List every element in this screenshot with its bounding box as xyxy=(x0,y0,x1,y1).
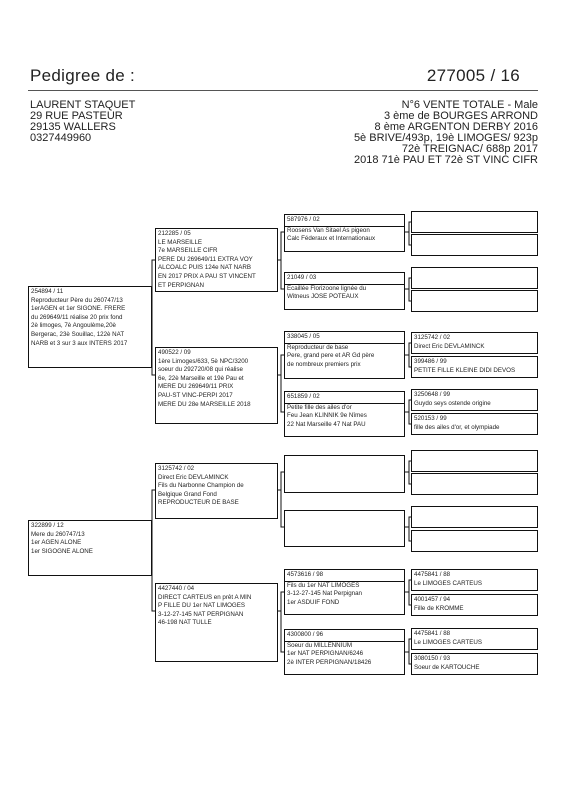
ring-number: 4573616 / 98 xyxy=(287,571,324,578)
info-line: Le LIMOGES CARTEUS xyxy=(414,579,482,587)
gen4-box-11 xyxy=(411,506,538,528)
sire-sire-box xyxy=(155,228,278,292)
gen3-box-3 xyxy=(284,331,405,379)
ring-number: 4475841 / 88 xyxy=(414,630,451,637)
info-line: 3-12-27-145 Nat Perpignan xyxy=(287,590,362,598)
info-line: Mere du 260747/13 xyxy=(31,530,85,538)
sire-dam-box xyxy=(155,347,278,424)
info-line: Petite fille des ailes d'or xyxy=(285,403,404,413)
info-line: NARB et 3 sur 3 aux INTERS 2017 xyxy=(31,339,128,347)
dam-dam-box xyxy=(155,583,278,662)
info-line: 1erAGEN et 1er SIGONE. FRERE xyxy=(31,305,126,313)
ring-number: 520153 / 99 xyxy=(414,415,447,422)
gen3-box-2 xyxy=(284,272,405,310)
gen3-box-5 xyxy=(284,455,405,493)
info-line: DIRECT CARTEUS en prêt A MIN xyxy=(158,593,252,601)
info-line: Bergerac, 23è Souillac, 122è NAT xyxy=(31,330,125,338)
owner-city: 29135 WALLERS xyxy=(30,121,116,133)
gen4-box-6 xyxy=(411,356,538,378)
info-line: Le LIMOGES CARTEUS xyxy=(414,638,482,646)
ring-number: 4475841 / 88 xyxy=(414,571,451,578)
info-line: MERE DU 28e MARSEILLE 2018 xyxy=(158,400,251,408)
info-line: 2è limoges, 7è Angoulème,20è xyxy=(31,322,116,330)
info-line: Soeur de KARTOUCHE xyxy=(414,663,480,671)
ring-number: 3125742 / 02 xyxy=(158,465,195,472)
owner-street: 29 RUE PASTEUR xyxy=(30,110,123,122)
gen3-box-7 xyxy=(284,569,405,615)
info-line: Belgique Grand Fond xyxy=(158,490,217,498)
info-line: 46-198 NAT TULLE xyxy=(158,619,212,627)
ring-number: 212285 / 05 xyxy=(158,230,191,237)
info-line: 22 Nat Marseille 47 Nat PAU xyxy=(287,420,366,428)
info-line: soeur du 292720/08 qui réalise xyxy=(158,366,243,374)
gen4-box-14 xyxy=(411,594,538,616)
gen4-box-16 xyxy=(411,653,538,675)
owner-block xyxy=(30,100,135,144)
info-line: Feu Jean KLINNIK 9e Nîmes xyxy=(287,412,367,420)
info-line: 7e MARSEILLE CIFR xyxy=(158,247,218,255)
results-block xyxy=(354,100,538,166)
info-line: PETITE FILLE KLEINE DIDI DEVOS xyxy=(414,366,516,374)
ring-number: 651859 / 02 xyxy=(287,393,320,400)
info-line: Fille de KROMME xyxy=(414,604,464,612)
gen4-box-8 xyxy=(411,413,538,435)
info-line: ET PERPIGNAN xyxy=(158,281,204,289)
gen4-box-9 xyxy=(411,450,538,472)
info-line: 3-12-27-145 NAT PERPIGNAN xyxy=(158,610,244,618)
info-line: Ecaillée Florizoone lignée du xyxy=(285,284,404,294)
owner-name: LAURENT STAQUET xyxy=(30,99,136,111)
info-line: PAU-ST VINC-PERPI 2017 xyxy=(158,391,233,399)
result-line: 3 ème de BOURGES ARROND xyxy=(383,110,538,122)
info-line: ALCOALC PUIS 124e NAT NARB xyxy=(158,264,251,272)
sire-box xyxy=(28,286,152,368)
info-line: 6e, 22è Marseille et 19è Pau et xyxy=(158,374,244,382)
ring-number: 322899 / 12 xyxy=(31,522,64,529)
result-line: 8 ème ARGENTON DERBY 2016 xyxy=(374,121,538,133)
gen3-box-1 xyxy=(284,214,405,252)
info-line: Direct Eric DEVLAMINCK xyxy=(414,342,485,350)
info-line: 1ère Limoges/633, 5è NPC/3200 xyxy=(158,357,249,365)
info-line: PERE DU 269649/11 EXTRA VOY xyxy=(158,255,253,263)
info-line: fille des ailes d'or, et olympiade xyxy=(414,423,500,431)
gen4-box-2 xyxy=(411,234,538,256)
ring-number: 490522 / 09 xyxy=(158,349,191,356)
ring-number: 338045 / 05 xyxy=(287,333,320,340)
ring-number: 4427440 / 04 xyxy=(158,585,195,592)
ring-number: 4300800 / 96 xyxy=(287,631,324,638)
info-line: REPRODUCTEUR DE BASE xyxy=(158,499,239,507)
gen4-box-1 xyxy=(411,211,538,233)
info-line: Fils du Narbonne Champion de xyxy=(158,482,244,490)
ring-number: 3250648 / 99 xyxy=(414,391,451,398)
info-line: P FILLE DU 1er NAT LIMOGES xyxy=(158,602,245,610)
info-line: de nombreux premiers prix xyxy=(287,360,361,368)
pedigree-title: Pedigree de : xyxy=(30,66,136,85)
ring-number: 587976 / 02 xyxy=(287,216,320,223)
info-line: Roosens Van Sitael As pigeon xyxy=(285,226,404,236)
info-line: LE MARSEILLE xyxy=(158,238,203,246)
dam-box xyxy=(28,520,152,576)
gen3-box-6 xyxy=(284,510,405,547)
gen4-box-12 xyxy=(411,530,538,552)
ring-number: 3080150 / 93 xyxy=(414,655,451,662)
info-line: 1er SIGOGNE ALONE xyxy=(31,547,93,555)
ring-number: 4001457 / 94 xyxy=(414,596,451,603)
info-line: Pere, grand pere et AR Gd père xyxy=(287,352,375,360)
ring-number: 399486 / 99 xyxy=(414,358,447,365)
ring-number: 21049 / 03 xyxy=(287,274,317,281)
gen4-box-4 xyxy=(411,290,538,312)
info-line: 1er AGEN ALONE xyxy=(31,539,82,547)
info-line: Direct Eric DEVLAMINCK xyxy=(158,473,229,481)
ring-number: 254894 / 11 xyxy=(31,288,64,295)
ring-number: 3125742 / 02 xyxy=(414,334,451,341)
gen3-box-8 xyxy=(284,629,405,675)
result-line: 72è TREIGNAC/ 688p 2017 xyxy=(401,143,538,155)
info-line: Witneus JOSE POTEAUX xyxy=(287,293,359,301)
info-line: Fils du 1er NAT LIMOGES xyxy=(285,581,404,591)
info-line: Reproducteur Père du 260747/13 xyxy=(31,296,123,304)
header-divider xyxy=(28,90,538,91)
info-line: 1er NAT PERPIGNAN/6246 xyxy=(287,650,364,658)
info-line: Reproducteur de base xyxy=(285,343,404,353)
result-line: N°6 VENTE TOTALE - Male xyxy=(401,99,538,111)
gen3-box-4 xyxy=(284,391,405,437)
gen4-box-10 xyxy=(411,473,538,495)
gen4-box-15 xyxy=(411,628,538,650)
info-line: MERE DU 269649/11 PRIX xyxy=(158,383,234,391)
result-line: 5è BRIVE/493p, 19è LIMOGES/ 923p xyxy=(353,132,538,144)
info-line: du 269649/11 réalise 20 prix fond xyxy=(31,313,123,321)
result-line: 2018 71è PAU ET 72è ST VINC CIFR xyxy=(353,154,538,166)
gen4-box-3 xyxy=(411,267,538,289)
info-line: 1er ASDUIF FOND xyxy=(287,598,340,606)
info-line: 2è INTER PERPIGNAN/18426 xyxy=(287,658,372,666)
gen4-box-13 xyxy=(411,569,538,591)
ring-number: 277005 / 16 xyxy=(426,66,520,85)
info-line: Soeur du MILLENNIUM xyxy=(285,641,404,651)
info-line: Guydo seys ostende origine xyxy=(414,399,491,407)
owner-phone: 0327449960 xyxy=(30,132,92,144)
dam-sire-box xyxy=(155,463,278,519)
gen4-box-5 xyxy=(411,332,538,354)
info-line: EN 2017 PRIX A PAU ST VINCENT xyxy=(158,272,256,280)
gen4-box-7 xyxy=(411,389,538,411)
info-line: Calc Féderaux et Internationaux xyxy=(287,235,376,243)
